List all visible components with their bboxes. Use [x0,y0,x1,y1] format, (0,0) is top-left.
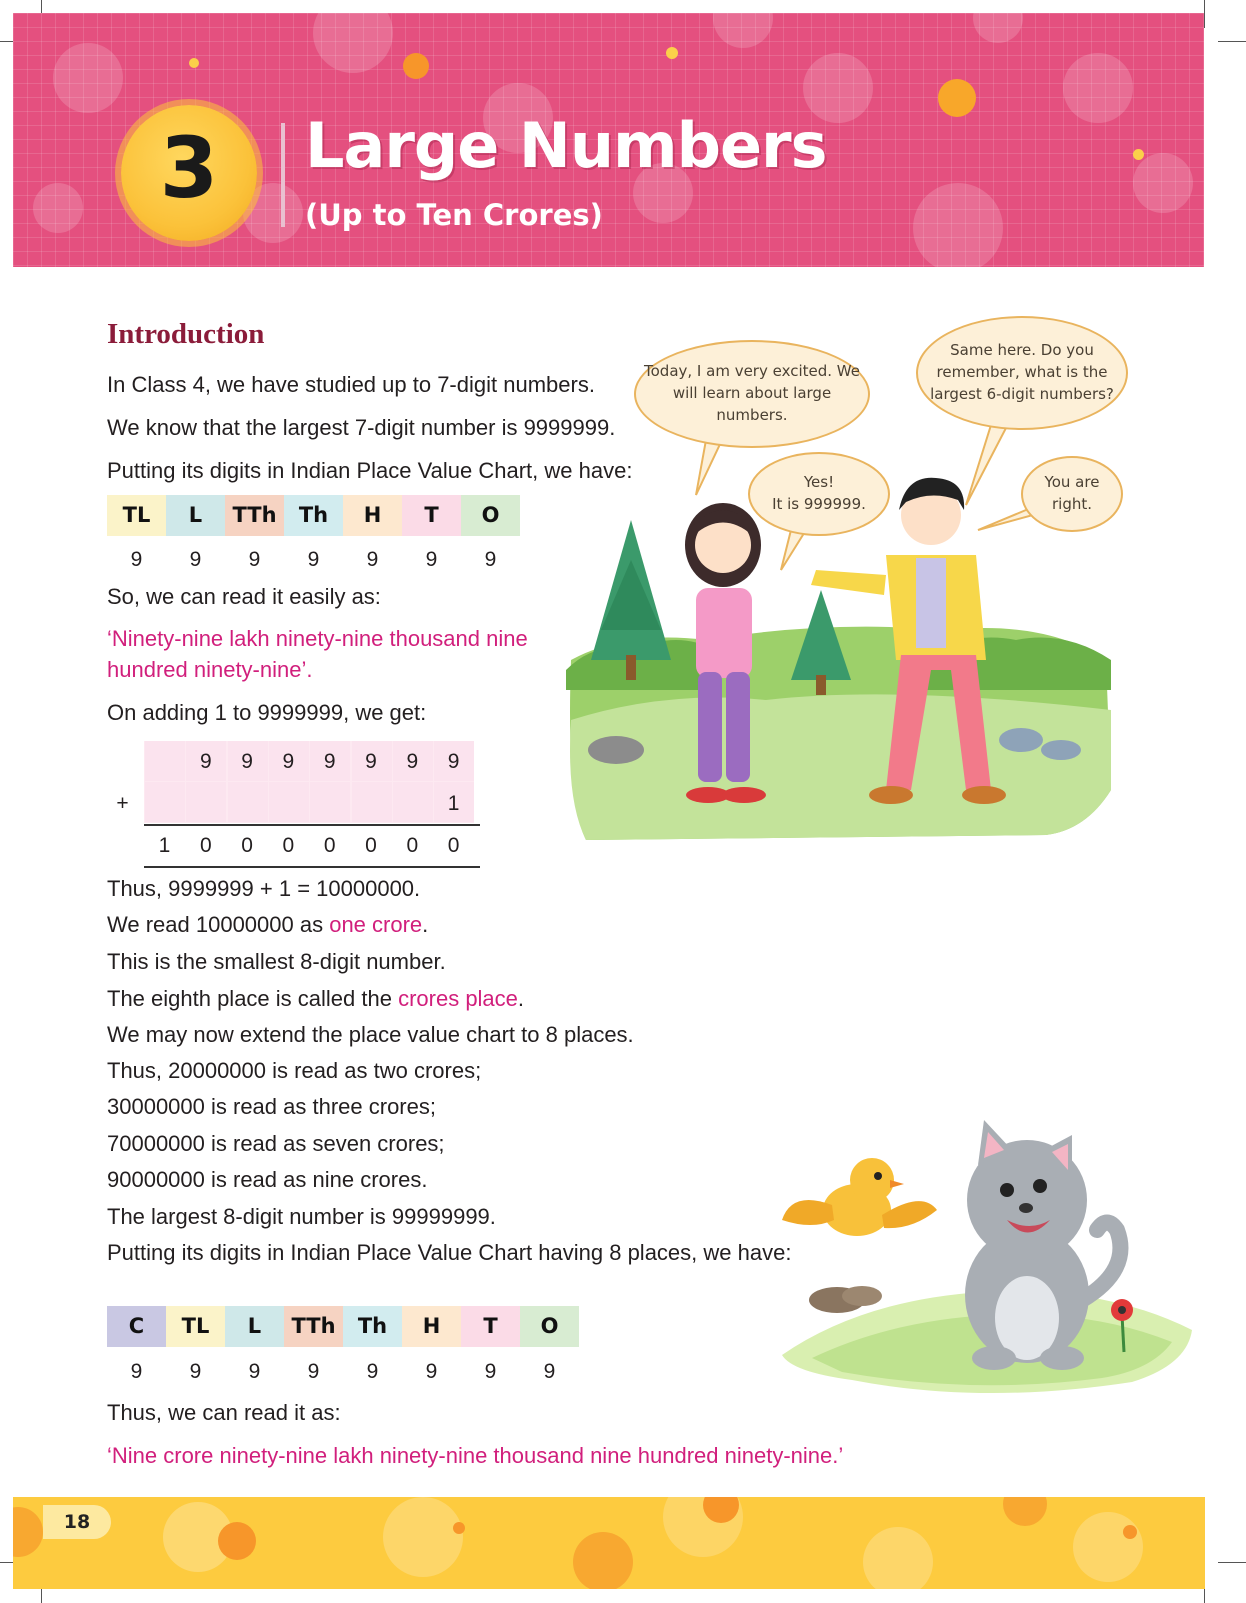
body-line: This is the smallest 8-digit number. [107,949,446,974]
crop-mark [1218,41,1246,42]
pv7-digit-cell: 9 [307,548,320,571]
body-line: Thus, we can read it as: [107,1400,341,1425]
addend-digit: 9 [199,750,212,773]
intro-line: So, we can read it easily as: [107,584,381,609]
reading-8-digit: ‘Nine crore ninety-nine lakh ninety-nine thousand nine hundred ninety-nine.’ [107,1443,844,1468]
pv7-header-cell: L [166,495,225,536]
place-value-chart-8-header [107,1306,579,1347]
section-heading: Introduction [107,318,265,350]
chapter-number: 3 [159,119,219,217]
reading-7-digit: ‘Ninety-nine lakh ninety-nine thousand nine [107,626,528,651]
addition-cell-bg [145,782,185,822]
pv7-header-cell: TTh [225,495,284,536]
pv8-digit-cell: 9 [248,1360,261,1383]
addend-digit: 9 [406,750,419,773]
sum-digit: 0 [323,834,336,857]
pv7-digit-cell: 9 [425,548,438,571]
body-line: The eighth place is called the crores place. [107,986,525,1011]
pv7-header-cell: H [343,495,402,536]
pv7-header-cell: O [461,495,520,536]
pv8-header-cell: TTh [284,1306,343,1347]
addition-cell-bg [186,782,226,822]
pv7-digit-cell: 9 [130,548,143,571]
pv8-header-cell: TL [166,1306,225,1347]
addend-digit: 9 [241,750,253,773]
pv8-header-cell: O [520,1306,579,1347]
place-value-chart-7-digits [107,548,520,572]
addend-digit: 1 [447,792,460,815]
pv8-header-cell: H [402,1306,461,1347]
body-line: Putting its digits in Indian Place Value Chart having 8 places, we have: [107,1240,792,1265]
addend-digit: 9 [365,750,377,773]
plus-sign: + [116,792,129,815]
body-line: We may now extend the place value chart to 8 places. [107,1022,634,1047]
pv7-header-cell: T [402,495,461,536]
pv7-header-cell: TL [107,495,166,536]
intro-line: In Class 4, we have studied up to 7-digit numbers. [107,372,595,397]
addition-cell-bg [393,782,433,822]
pv8-digit-cell: 9 [130,1360,143,1383]
sum-digit: 0 [282,834,295,857]
page-footer [13,1497,1205,1589]
chapter-banner [13,13,1204,267]
addition-cell-bg [228,782,268,822]
chapter-subtitle: (Up to Ten Crores) [305,198,603,232]
body-line: Thus, 20000000 is read as two crores; [107,1058,482,1083]
body-line: The largest 8-digit number is 99999999. [107,1204,496,1229]
body-line: Thus, 9999999 + 1 = 10000000. [107,876,421,901]
pv7-header-cell: Th [284,495,343,536]
chapter-number-badge [121,105,257,241]
title-divider [281,123,285,227]
addition-cell-bg [145,741,185,781]
sum-digit: 0 [365,834,377,857]
intro-line: On adding 1 to 9999999, we get: [107,700,427,725]
speech-bubble-boy-answer: You are right. [1021,456,1123,532]
pv8-digit-cell: 9 [307,1360,320,1383]
body-line: We read 10000000 as one crore. [107,912,429,937]
addition-cell-bg [269,782,309,822]
sum-line [144,866,480,868]
pv8-header-cell: Th [343,1306,402,1347]
highlight-term: crores place [398,986,518,1011]
intro-line: We know that the largest 7-digit number is 9999999. [107,415,616,440]
sum-digit: 0 [199,834,212,857]
speech-bubble-girl: Today, I am very excited. We will learn about large numbers. [634,340,870,448]
pv7-digit-cell: 9 [484,548,497,571]
pv8-digit-cell: 9 [425,1360,438,1383]
crop-mark [1218,1562,1246,1563]
sum-digit: 0 [406,834,419,857]
crop-mark [1204,0,1205,28]
intro-line: Putting its digits in Indian Place Value Chart, we have: [107,458,633,483]
sum-line [144,824,480,826]
pv8-header-cell: T [461,1306,520,1347]
place-value-chart-7-header [107,495,520,536]
addition-cell-bg [352,782,392,822]
sum-digit: 0 [241,834,253,857]
pv8-digit-cell: 9 [366,1360,379,1383]
sum-digit: 0 [447,834,460,857]
addend-digit: 9 [282,750,295,773]
addend-digit: 9 [323,750,336,773]
reading-7-digit: hundred ninety-nine’. [107,657,313,682]
pv8-digit-cell: 9 [484,1360,497,1383]
pv7-digit-cell: 9 [366,548,379,571]
pv7-digit-cell: 9 [189,548,202,571]
pv8-header-cell: L [225,1306,284,1347]
body-line: 30000000 is read as three crores; [107,1094,436,1119]
addition-cell-bg [310,782,350,822]
pv8-digit-cell: 9 [189,1360,202,1383]
pv7-digit-cell: 9 [248,548,261,571]
body-line: 90000000 is read as nine crores. [107,1167,428,1192]
page-number: 18 [43,1505,111,1539]
speech-bubble-girl-answer: Yes! It is 999999. [748,452,890,536]
cat-bird-illustration [772,1120,1204,1395]
pv8-header-cell: C [107,1306,166,1347]
place-value-chart-8-digits [107,1360,579,1384]
addition-sum [111,741,481,871]
pv8-digit-cell: 9 [543,1360,556,1383]
chapter-title: Large Numbers [305,109,827,182]
sum-digit: 1 [158,834,171,857]
highlight-term: one crore [329,912,423,937]
kids-park-illustration [566,330,1126,850]
addend-digit: 9 [447,750,460,773]
speech-bubble-boy-question: Same here. Do you remember, what is the largest 6-digit numbers? [916,316,1128,430]
body-line: 70000000 is read as seven crores; [107,1131,445,1156]
